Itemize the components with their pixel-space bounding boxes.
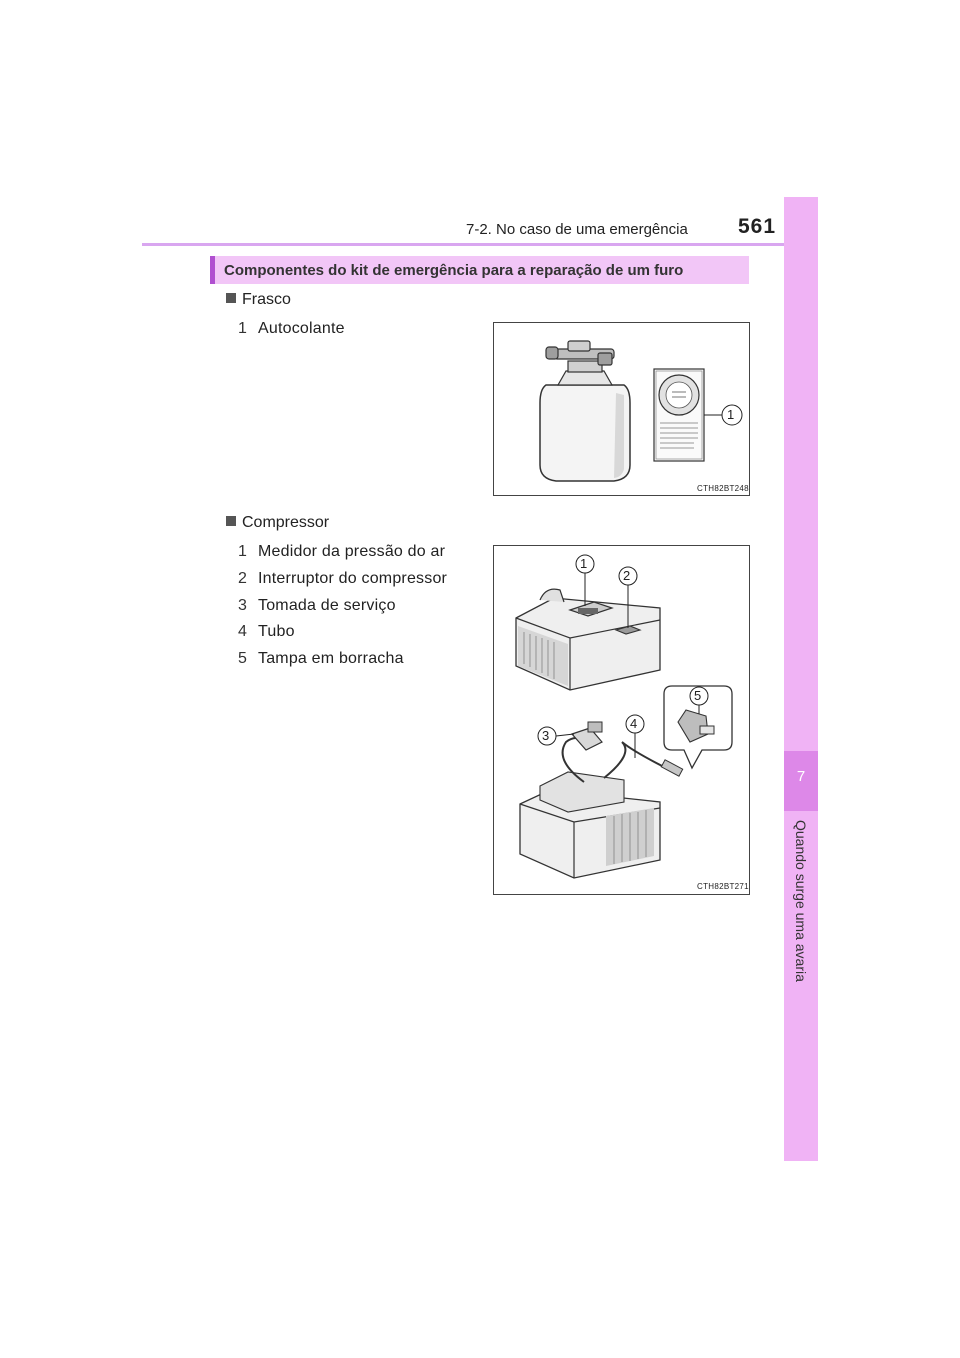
list-item bbox=[238, 597, 396, 615]
item-number: 2 bbox=[238, 570, 247, 587]
compressor-figure bbox=[493, 545, 750, 895]
compressor-heading-text: Compressor bbox=[242, 514, 330, 531]
callout-1: 1 bbox=[580, 556, 588, 571]
bottle-figure bbox=[493, 322, 750, 496]
item-label: Autocolante bbox=[258, 320, 345, 337]
section-title: Componentes do kit de emergência para a reparação de um furo bbox=[224, 262, 684, 279]
item-number: 3 bbox=[238, 597, 247, 614]
chapter-number: 7 bbox=[796, 768, 806, 785]
header-section-title: 7-2. No caso de uma emergência bbox=[466, 221, 688, 238]
item-label: Tubo bbox=[258, 623, 295, 640]
header-divider bbox=[142, 243, 818, 246]
chapter-side-tab bbox=[784, 197, 818, 1161]
item-number: 1 bbox=[238, 543, 247, 560]
page-number: 561 bbox=[738, 215, 777, 238]
chapter-title: Quando surge uma avaria bbox=[793, 820, 809, 982]
callout-5: 5 bbox=[694, 688, 702, 703]
item-label: Interruptor do compressor bbox=[258, 570, 448, 587]
bottle-heading-text: Frasco bbox=[242, 291, 291, 308]
figure-code: CTH82BT248 bbox=[697, 484, 749, 493]
item-label: Tomada de serviço bbox=[258, 597, 396, 614]
bullet-square-icon bbox=[226, 516, 236, 526]
compressor-heading bbox=[226, 514, 329, 532]
callout-1: 1 bbox=[727, 407, 735, 422]
callout-3: 3 bbox=[542, 728, 550, 743]
item-label: Tampa em borracha bbox=[258, 650, 404, 667]
callout-4: 4 bbox=[630, 716, 638, 731]
callout-2: 2 bbox=[623, 568, 631, 583]
item-number: 1 bbox=[238, 320, 247, 337]
bottle-illustration bbox=[494, 323, 749, 495]
item-label: Medidor da pressão do ar bbox=[258, 543, 446, 560]
item-number: 5 bbox=[238, 650, 247, 667]
list-item bbox=[238, 623, 295, 641]
item-number: 4 bbox=[238, 623, 247, 640]
bullet-square-icon bbox=[226, 293, 236, 303]
list-item bbox=[238, 320, 345, 338]
figure-code: CTH82BT271 bbox=[697, 882, 749, 891]
list-item bbox=[238, 570, 447, 588]
list-item bbox=[238, 650, 404, 668]
compressor-illustration bbox=[494, 546, 749, 894]
list-item bbox=[238, 543, 445, 561]
bottle-heading bbox=[226, 291, 291, 309]
